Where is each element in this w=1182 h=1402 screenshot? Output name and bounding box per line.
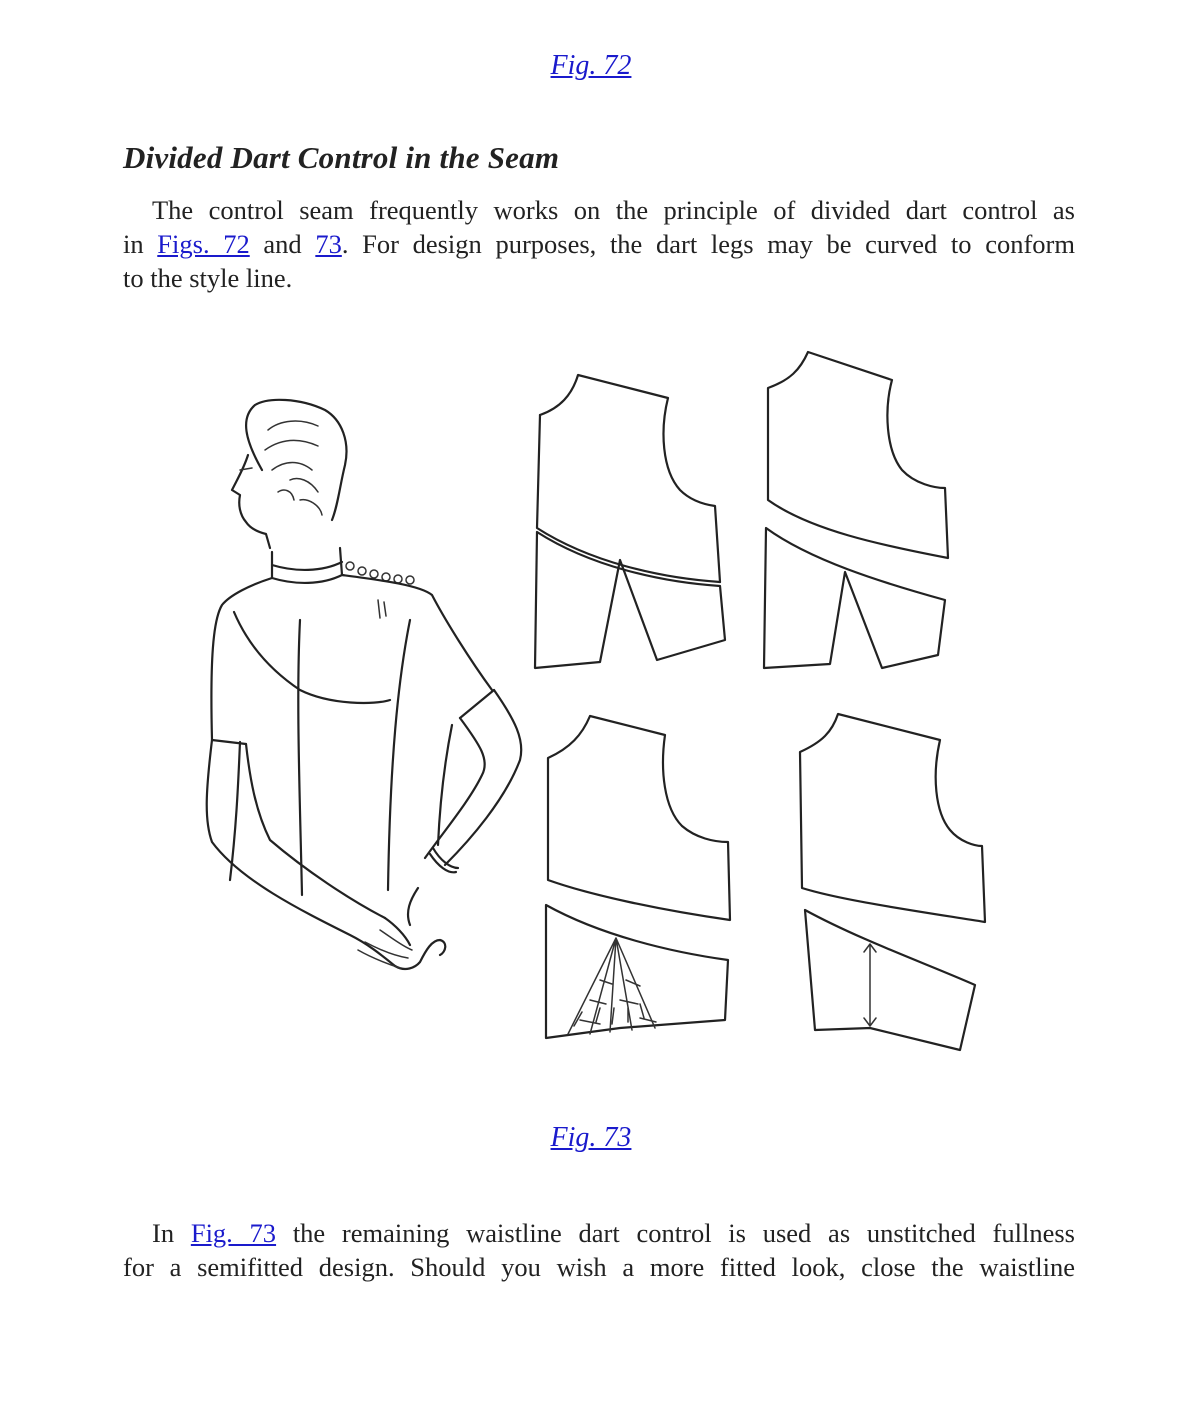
section-title: Divided Dart Control in the Seam: [123, 140, 560, 175]
pattern-top-left: [535, 375, 725, 668]
fig-73-link[interactable]: 73: [315, 229, 342, 259]
pattern-bottom-right: [800, 714, 985, 1050]
paragraph-1-line-3: to the style line.: [123, 263, 293, 293]
fullness-fan: [568, 938, 656, 1034]
paragraph-2-line-2: for a semifitted design. Should you wish a more fitted look, close the waistline: [123, 1252, 1075, 1282]
fashion-figure-drawing: [207, 400, 522, 969]
paragraph-2: [123, 1216, 1075, 1284]
paragraph-2-line-1: In Fig. 73 the remaining waistline dart control is used as unstitched fullness: [152, 1218, 1075, 1248]
figure-73-caption: [0, 1122, 1182, 1154]
pattern-top-right: [764, 352, 948, 668]
figs-72-link[interactable]: Figs. 72: [157, 229, 250, 259]
fig-72-link[interactable]: Fig. 72: [550, 50, 632, 81]
fig-73-caption-link[interactable]: Fig. 73: [550, 1122, 632, 1153]
paragraph-1-line-1: The control seam frequently works on the principle of divided dart control as: [152, 195, 1075, 225]
fig-73-inline-link[interactable]: Fig. 73: [190, 1218, 277, 1248]
pattern-bottom-left: [546, 716, 730, 1038]
paragraph-1-line-2: in Figs. 72 and 73. For design purposes, the dart legs may be curved to conform: [123, 229, 1075, 259]
